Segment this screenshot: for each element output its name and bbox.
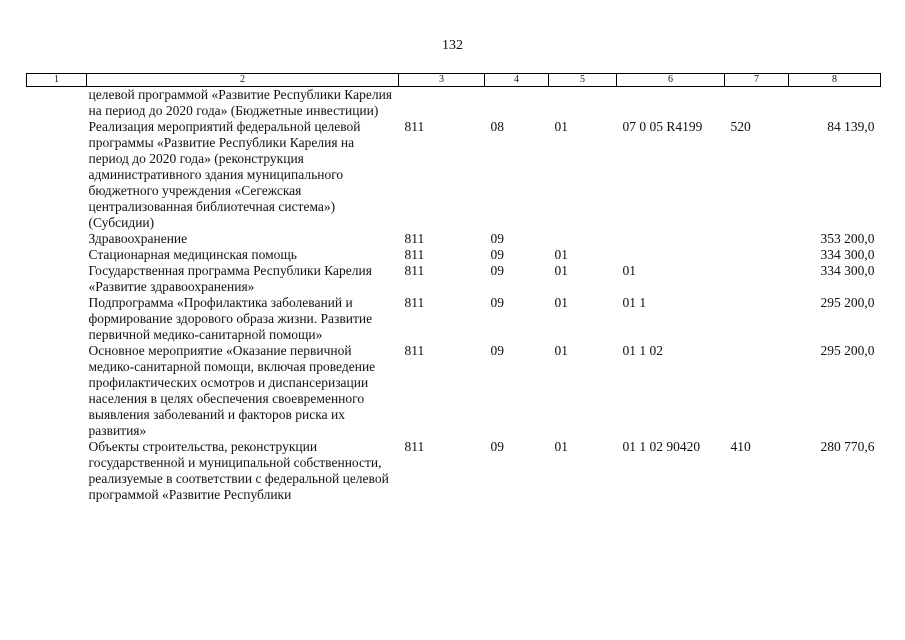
item-name: целевой программой «Развитие Республики Карелия на период до 2020 года» (Бюджетные инвестиции) [88,87,393,118]
section-code: 09 [490,343,504,358]
col-header-2: 2 [87,74,399,87]
item-name: Основное мероприятие «Оказание первичной медико-санитарной помощи, включая проведение профилактических осмотров и диспансеризации населения в целях обеспечения своевременного выявления заболеваний и факторов риска их развития» [88,343,376,438]
target-code: 01 1 02 [622,343,663,358]
item-name: Подпрограмма «Профилактика заболеваний и формирование здорового образа жизни. Развитие первичной медико-санитарной помощи» [88,295,373,342]
subsection-code: 01 [554,295,568,310]
table-row [27,263,881,295]
subsection-code: 01 [554,439,568,454]
item-name: Объекты строительства, реконструкции государственной и муниципальной собственности, реализуемые в соответствии с федеральной целевой программой «Развитие Республики [88,439,389,502]
admin-code: 811 [404,295,425,310]
admin-code: 811 [404,439,425,454]
table-row [27,87,881,120]
item-name: Стационарная медицинская помощь [88,247,297,262]
subsection-code: 01 [554,119,568,134]
table-row [27,295,881,343]
col-header-7: 7 [725,74,789,87]
admin-code: 811 [404,247,425,262]
amount: 334 300,0 [820,247,875,262]
target-code: 01 [622,263,636,278]
subsection-code [549,231,617,247]
amount: 84 139,0 [827,119,875,134]
target-code: 01 1 [622,295,647,310]
admin-code: 811 [404,231,425,246]
target-code [617,87,725,120]
page-number: 132 [442,38,463,53]
col-header-6: 6 [617,74,725,87]
section-code: 09 [490,263,504,278]
amount [789,87,881,120]
target-code: 07 0 05 R4199 [622,119,703,134]
col-header-8: 8 [789,74,881,87]
expense-type [725,263,789,295]
amount: 334 300,0 [820,263,875,278]
section-code: 09 [490,295,504,310]
expense-type: 520 [730,119,751,134]
target-code [617,231,725,247]
item-name: Государственная программа Республики Карелия «Развитие здравоохранения» [88,263,372,294]
expense-type [725,343,789,439]
amount: 295 200,0 [820,343,875,358]
column-number-row [27,74,881,87]
table-row [27,343,881,439]
table-row [27,119,881,231]
expense-type [725,295,789,343]
section-code: 09 [490,247,504,262]
item-name: Реализация мероприятий федеральной целевой программы «Развитие Республики Карелия на период до 2020 года» (реконструкция административного здания муниципального бюджетного учреждения «Сегежская централизованная библиотечная система») (Субсидии) [88,119,361,230]
section-code: 09 [490,231,504,246]
target-code: 01 1 02 90420 [622,439,701,454]
section-code [485,87,549,120]
table-row [27,231,881,247]
table-row [27,439,881,503]
section-code: 08 [490,119,504,134]
col-header-4: 4 [485,74,549,87]
admin-code: 811 [404,263,425,278]
amount: 353 200,0 [820,231,875,246]
col-header-5: 5 [549,74,617,87]
amount: 295 200,0 [820,295,875,310]
expense-type [725,87,789,120]
subsection-code: 01 [554,343,568,358]
admin-code [399,87,485,120]
section-code: 09 [490,439,504,454]
col-header-1: 1 [27,74,87,87]
item-name: Здравоохранение [88,231,188,246]
admin-code: 811 [404,119,425,134]
expense-type [725,231,789,247]
expense-type: 410 [730,439,751,454]
target-code [617,247,725,263]
expense-type [725,247,789,263]
table-row [27,247,881,263]
amount: 280 770,6 [820,439,875,454]
admin-code: 811 [404,343,425,358]
subsection-code: 01 [554,263,568,278]
subsection-code [549,87,617,120]
budget-table [26,73,881,503]
col-header-3: 3 [399,74,485,87]
subsection-code: 01 [554,247,568,262]
